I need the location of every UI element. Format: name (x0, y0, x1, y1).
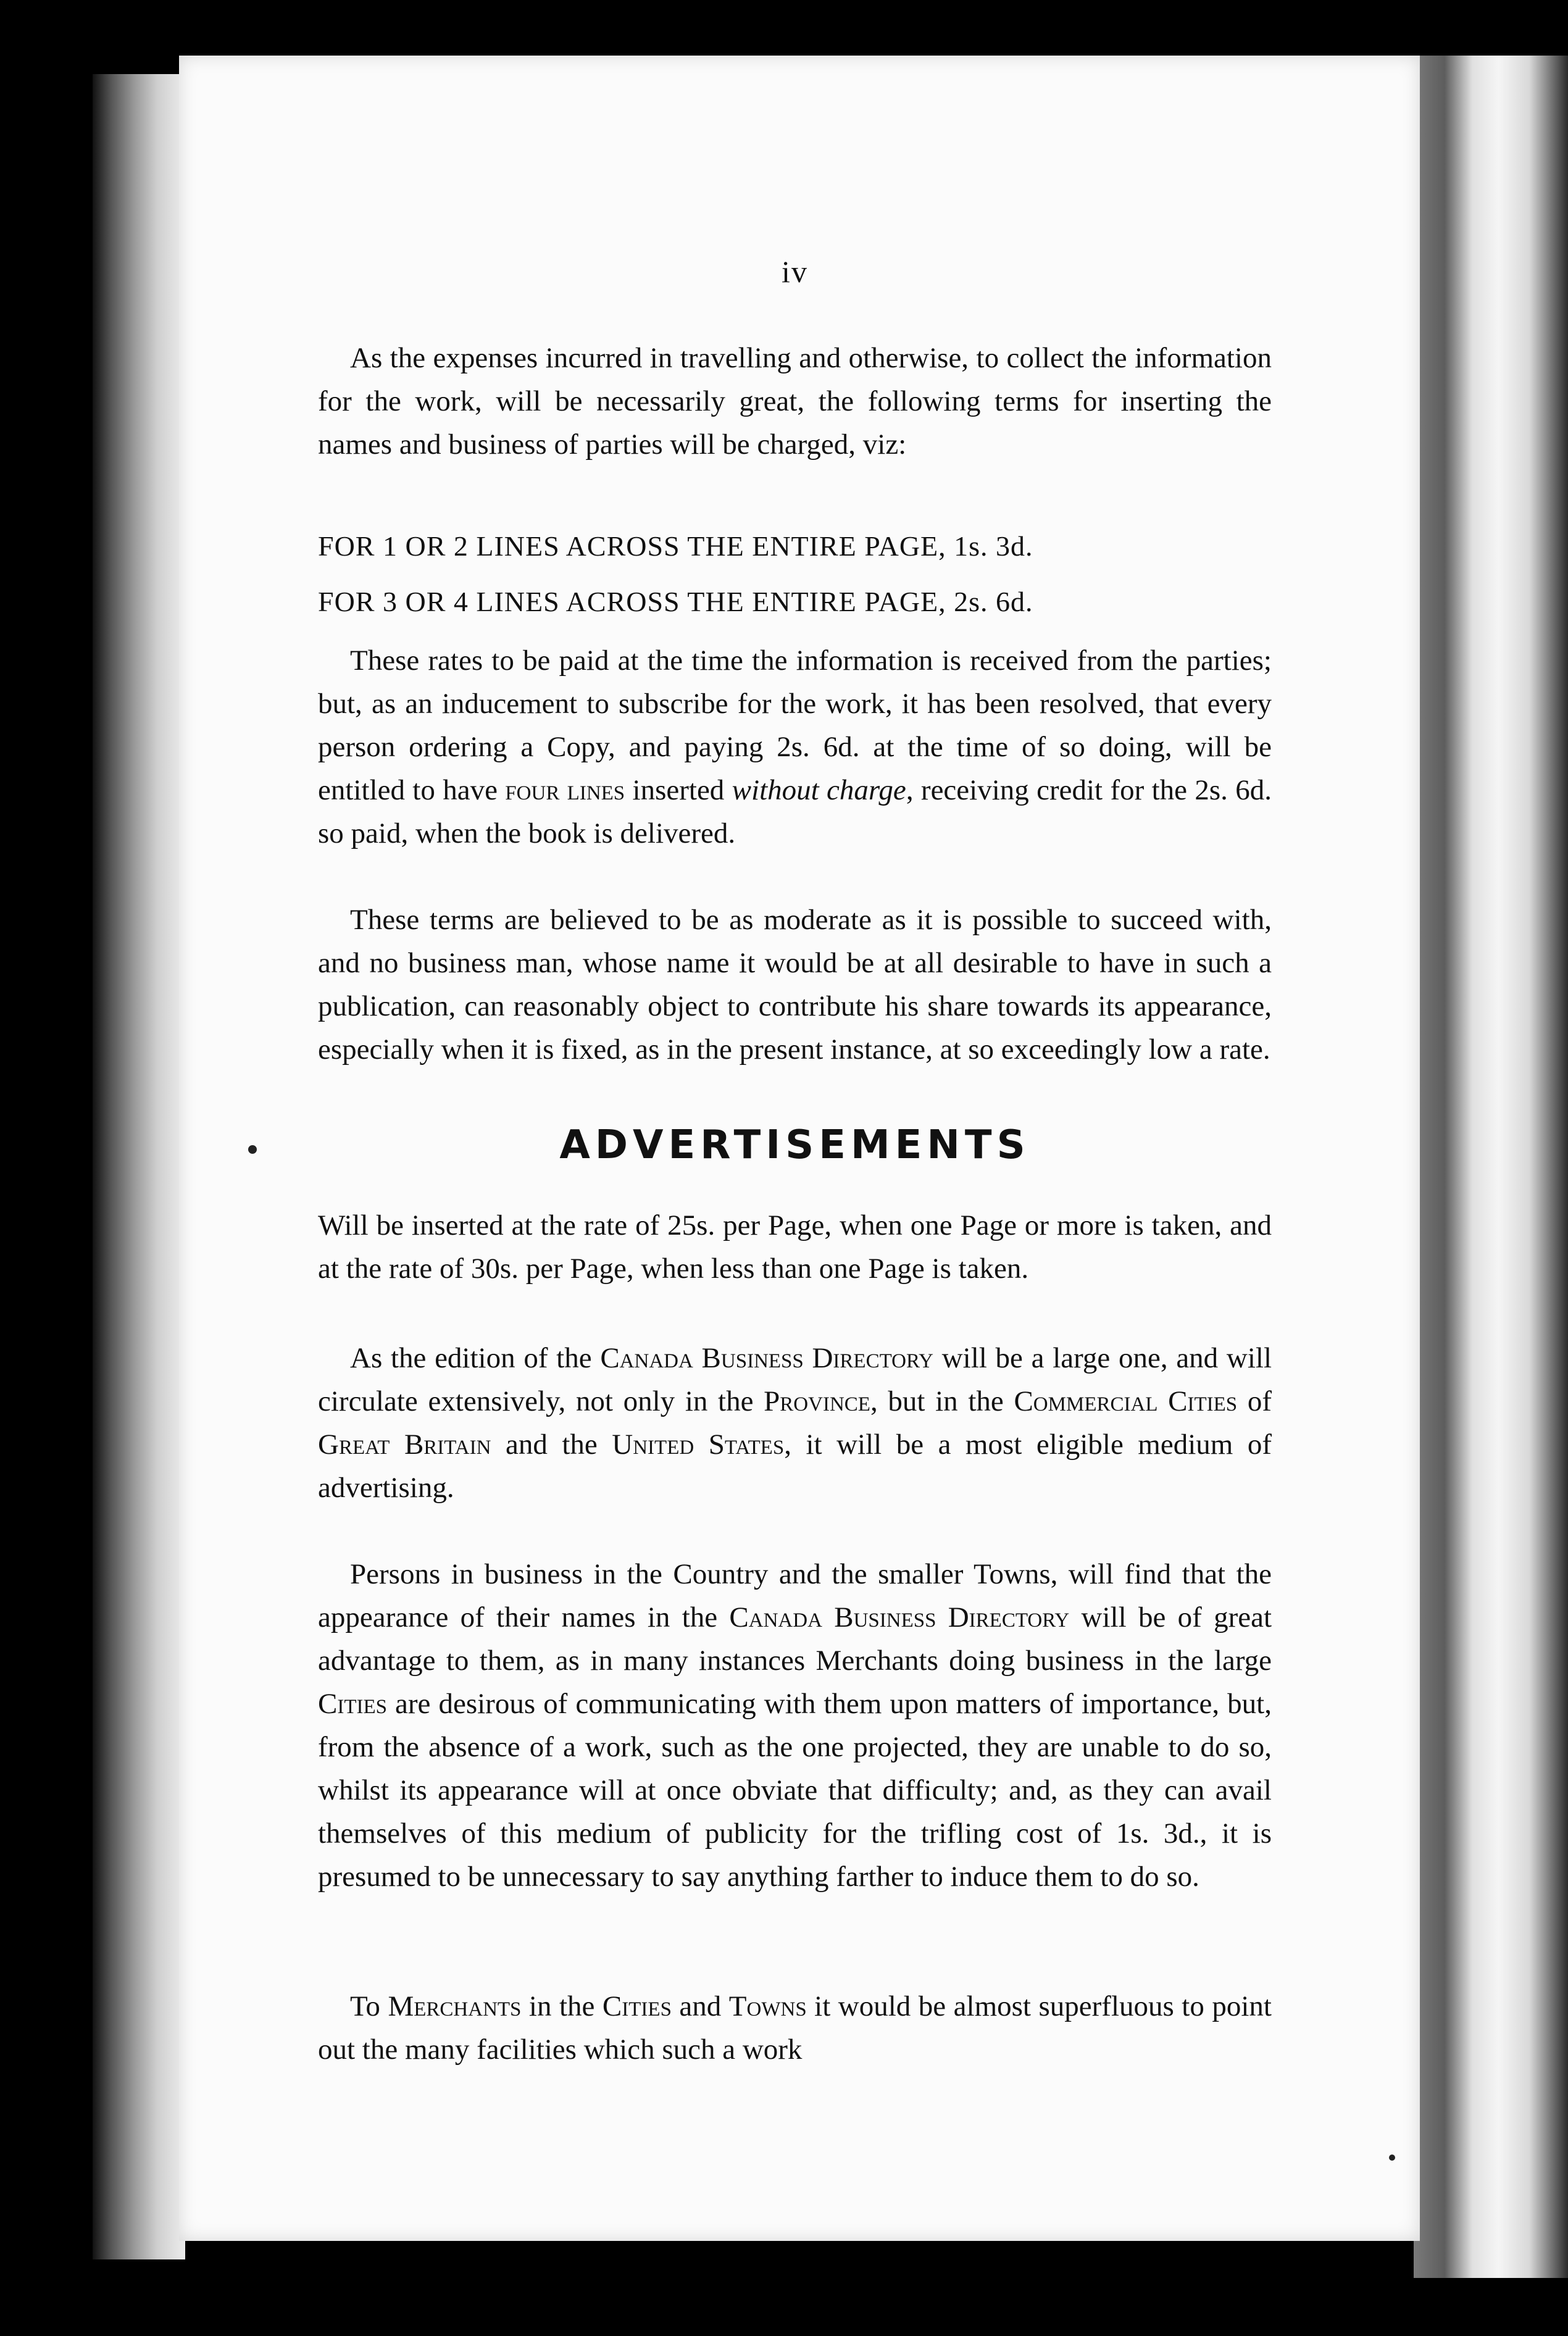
page-sheet (179, 56, 1420, 2241)
persons-text-2: will be of great advantage to them, as in many instances Merchants doing business in the large (318, 1601, 1272, 1677)
edition-text-3: , but in the (870, 1385, 1014, 1417)
cities-term: Cities (602, 1990, 672, 2022)
edition-paragraph (318, 1337, 1272, 1509)
rates-text-2: inserted (625, 774, 732, 806)
province-term: Province (764, 1385, 870, 1417)
advertisements-heading: ADVERTISEMENTS (559, 1122, 1030, 1168)
edition-text-2: will be a large one, and will circulate extensively, not only in the (318, 1342, 1272, 1417)
left-binding-edge (93, 74, 185, 2259)
cities-term: Cities (318, 1688, 387, 1720)
persons-paragraph (318, 1553, 1272, 1898)
four-lines-term: four lines (505, 774, 625, 806)
terms-text: These terms are believed to be as moderate as it is possible to succeed with, and no business man, whose name it would be at all desirable to have in such a publication, can reasonably object to contribute his share towards its appearance, especially when it is fixed, as in the present instance, at so exceedingly low a rate. (318, 904, 1272, 1066)
merchants-text-1: To (350, 1990, 388, 2022)
great-britain-term: Great Britain (318, 1429, 491, 1461)
ink-speck (1389, 2155, 1395, 2161)
towns-term: Towns (728, 1990, 807, 2022)
rates-text-3: , receiving credit for the 2s. 6d. so paid, when the book is delivered. (318, 774, 1272, 849)
merchants-term: Merchants (388, 1990, 522, 2022)
commercial-cities-term: Commercial Cities (1014, 1385, 1238, 1417)
united-states-term: United States (612, 1429, 785, 1461)
merchants-text-3: and (671, 1990, 729, 2022)
rate-line-2: FOR 3 OR 4 LINES ACROSS THE ENTIRE PAGE, 2s. 6d. (318, 586, 1033, 617)
rates-paragraph (318, 639, 1272, 855)
advert-rate-paragraph (318, 1204, 1272, 1290)
advert-rate-text: Will be inserted at the rate of 25s. per Page, when one Page or more is taken, and at the rate of 30s. per Page, when less than one Page is taken. (318, 1209, 1272, 1285)
rate-line-1: FOR 1 OR 2 LINES ACROSS THE ENTIRE PAGE, 1s. 3d. (318, 530, 1033, 562)
page-number: iv (782, 254, 808, 289)
rates-text-1: These rates to be paid at the time the information is received from the parties; but, as an inducement to subscribe for the work, it has been resolved, that every person ordering a Copy, and paying 2s. 6d. at the time of so doing, will be entitled to have (318, 644, 1272, 806)
terms-paragraph (318, 898, 1272, 1071)
without-charge-term: without charge (732, 774, 906, 806)
edition-text-5: and the (491, 1429, 612, 1461)
right-page-edge (1414, 56, 1568, 2278)
persons-text-3: are desirous of communicating with them upon matters of importance, but, from the absence of a work, such as the one projected, they are unable to do so, whilst its appearance will at once obviate that difficulty; and, as they can avail themselves of this medium of publicity for the trifling cost of 1s. 3d., it is presumed to be unnecessary to say anything farther to induce them to do so. (318, 1688, 1272, 1893)
merchants-text-4: it would be almost superfluous to point out the many facilities which such a work (318, 1990, 1272, 2066)
edition-text-6: , it will be a most eligible medium of advertising. (318, 1429, 1272, 1504)
canada-business-directory-term: Canada Business Directory (729, 1601, 1070, 1633)
edition-text-4: of (1237, 1385, 1272, 1417)
ink-speck (248, 1145, 257, 1154)
edition-text-1: As the edition of the (350, 1342, 601, 1374)
merchants-text-2: in the (521, 1990, 603, 2022)
intro-text: As the expenses incurred in travelling and otherwise, to collect the information for the work, will be necessarily great, the following terms for inserting the names and business of parties will be charged, viz: (318, 342, 1272, 461)
persons-text-1: Persons in business in the Country and the smaller Towns, will find that the appearance of their names in the (318, 1558, 1272, 1633)
intro-paragraph (318, 336, 1272, 466)
merchants-paragraph (318, 1985, 1272, 2071)
canada-business-directory-term: Canada Business Directory (600, 1342, 934, 1374)
